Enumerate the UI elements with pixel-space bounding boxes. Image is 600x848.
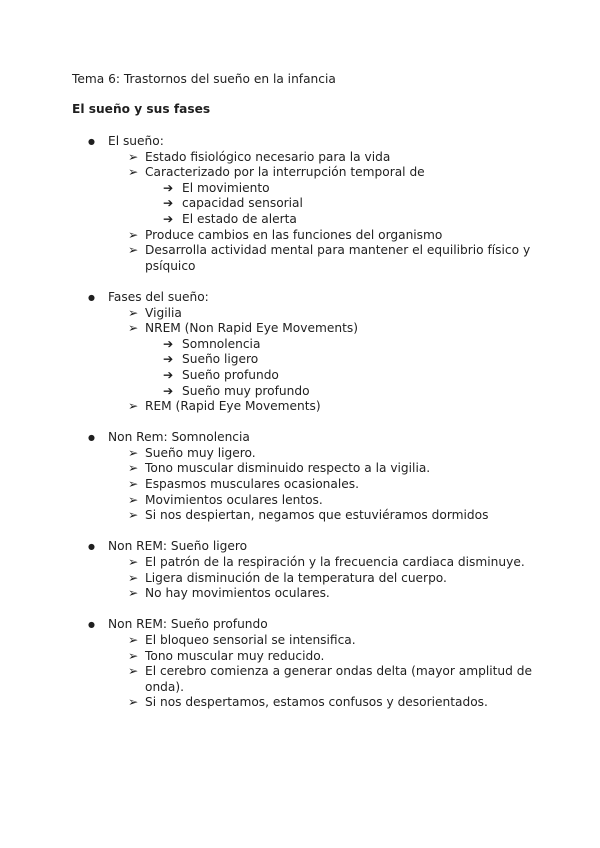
topic-item bbox=[72, 539, 542, 601]
detail-item: ➔ El estado de alerta bbox=[145, 212, 542, 228]
topic-item bbox=[72, 134, 542, 274]
subtopic-text: ➢ Movimientos oculares lentos. bbox=[145, 492, 323, 507]
topic-label: ● Non REM: Sueño ligero bbox=[108, 539, 248, 554]
detail-list bbox=[145, 181, 542, 228]
subtopic-text: ➢ Si nos despertamos, estamos confusos y desorientados. bbox=[145, 695, 488, 710]
subtopic-list bbox=[108, 150, 542, 275]
subtopic-item bbox=[108, 446, 542, 462]
subtopic-item bbox=[108, 586, 542, 602]
subtopic-item bbox=[108, 477, 542, 493]
subtopic-text: ➢ El cerebro comienza a generar ondas delta (mayor amplitud de onda). bbox=[145, 664, 532, 694]
subtopic-list bbox=[108, 446, 542, 524]
topic-label: ● El sueño: bbox=[108, 134, 164, 148]
subtopic-item bbox=[108, 150, 542, 166]
topic-label: ● Non Rem: Somnolencia bbox=[108, 430, 250, 445]
subtopic-text: ➢ REM (Rapid Eye Movements) bbox=[145, 399, 321, 414]
document-title: Tema 6: Trastornos del sueño en la infancia bbox=[72, 72, 336, 86]
subtopic-list bbox=[108, 306, 542, 415]
subtopic-text: ➢ NREM (Non Rapid Eye Movements) bbox=[145, 321, 358, 336]
detail-item: ➔ Somnolencia bbox=[145, 337, 542, 353]
subtopic-item bbox=[108, 664, 542, 695]
detail-item: ➔ Sueño profundo bbox=[145, 368, 542, 384]
subtopic-list bbox=[108, 633, 542, 711]
subtopic-item bbox=[108, 695, 542, 711]
subtopic-item bbox=[108, 461, 542, 477]
topic-item bbox=[72, 617, 542, 711]
detail-item: ➔ Sueño muy profundo bbox=[145, 384, 542, 400]
topic-item bbox=[72, 430, 542, 524]
subtopic-item bbox=[108, 165, 542, 227]
subtopic-item bbox=[108, 571, 542, 587]
subtopic-text: ➢ Tono muscular disminuido respecto a la vigilia. bbox=[145, 461, 431, 476]
subtopic-text: ➢ Caracterizado por la interrupción temporal de bbox=[145, 165, 425, 180]
subtopic-item bbox=[108, 555, 542, 571]
subtopic-item bbox=[108, 321, 542, 399]
section-heading: El sueño y sus fases bbox=[72, 102, 211, 116]
topic-label: ● Non REM: Sueño profundo bbox=[108, 617, 268, 632]
subtopic-text: ➢ Sueño muy ligero. bbox=[145, 445, 256, 460]
subtopic-text: ➢ El bloqueo sensorial se intensifica. bbox=[145, 633, 356, 647]
subtopic-item bbox=[108, 306, 542, 322]
subtopic-text: ➢ Produce cambios en las funciones del organismo bbox=[145, 227, 443, 242]
subtopic-item bbox=[108, 228, 542, 244]
subtopic-text: ➢ Desarrolla actividad mental para mantener el equilibrio físico y psíquico bbox=[145, 243, 531, 273]
topic-item bbox=[72, 290, 542, 415]
subtopic-text: ➢ Ligera disminución de la temperatura del cuerpo. bbox=[145, 570, 447, 585]
topic-label: ● Fases del sueño: bbox=[108, 289, 209, 304]
detail-item: ➔ Sueño ligero bbox=[145, 352, 542, 368]
subtopic-item bbox=[108, 243, 542, 274]
subtopic-item bbox=[108, 508, 542, 524]
detail-item: ➔ El movimiento bbox=[145, 181, 542, 197]
subtopic-text: ➢ Vigilia bbox=[145, 305, 182, 320]
subtopic-text: ➢ Tono muscular muy reducido. bbox=[145, 648, 325, 663]
subtopic-text: ➢ Espasmos musculares ocasionales. bbox=[145, 477, 359, 492]
subtopic-text: ➢ No hay movimientos oculares. bbox=[145, 586, 330, 601]
subtopic-list bbox=[108, 555, 542, 602]
subtopic-item bbox=[108, 399, 542, 415]
detail-item: ➔ capacidad sensorial bbox=[145, 196, 542, 212]
subtopic-text: ➢ Si nos despiertan, negamos que estuviéramos dormidos bbox=[145, 508, 489, 523]
subtopic-item bbox=[108, 649, 542, 665]
subtopic-text: ➢ El patrón de la respiración y la frecuencia cardiaca disminuye. bbox=[145, 555, 525, 570]
subtopic-item bbox=[108, 633, 542, 649]
subtopic-text: ➢ Estado fisiológico necesario para la vida bbox=[145, 149, 391, 164]
subtopic-item bbox=[108, 493, 542, 509]
detail-list bbox=[145, 337, 542, 399]
topic-list bbox=[72, 134, 542, 727]
